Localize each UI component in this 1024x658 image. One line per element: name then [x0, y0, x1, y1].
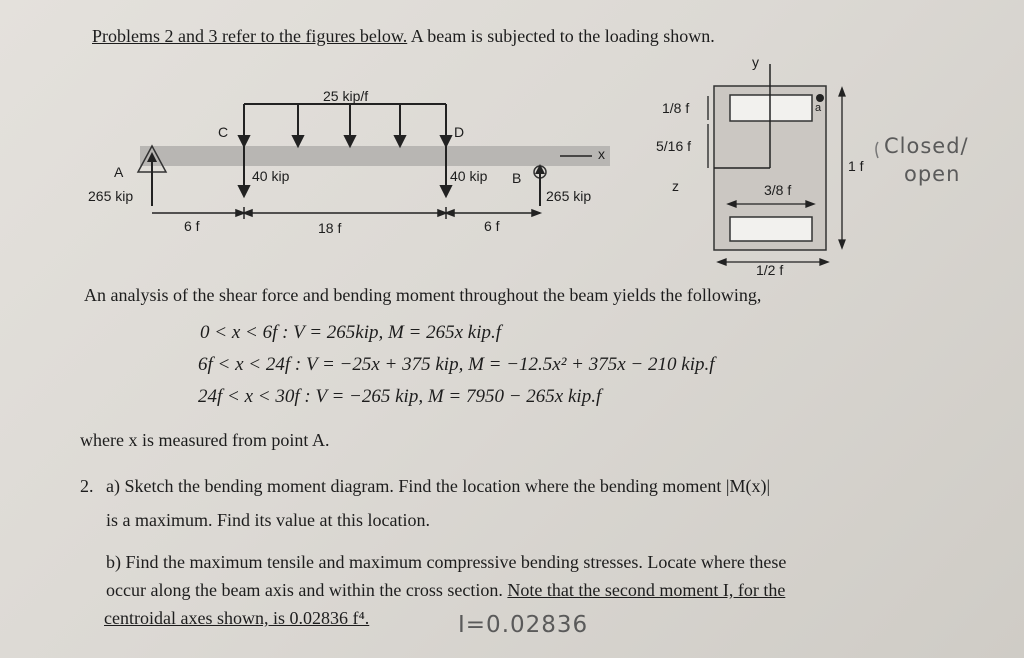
dim-3-label: 6 f [484, 218, 500, 234]
dim-inner-width-label: 3/8 f [764, 182, 792, 198]
handwritten-closed: Closed/ [884, 134, 969, 158]
section-point-a-label: a [815, 102, 822, 114]
equation-1: 0 < x < 6f : V = 265kip, M = 265x kip.f [200, 322, 502, 343]
problem-b-line-2-plain: occur along the beam axis and within the cross section. [106, 580, 508, 600]
analysis-lead: An analysis of the shear force and bending moment throughout the beam yields the following, [84, 285, 762, 305]
beam-body [140, 146, 610, 166]
dim-top-label: 1/8 f [662, 100, 690, 116]
reaction-b-label: 265 kip [546, 188, 592, 204]
reaction-a-label: 265 kip [88, 188, 134, 204]
intro-underlined: Problems 2 and 3 refer to the figures below. [92, 26, 408, 46]
point-a-dot [816, 94, 824, 102]
point-c-label: C [218, 124, 229, 140]
x-axis-label: x [598, 146, 605, 162]
section-bottom-void [730, 217, 812, 241]
distributed-load-arrows [239, 104, 451, 146]
dim-mid-label: 5/16 f [656, 138, 692, 154]
problem-number: 2. [80, 476, 94, 496]
equation-3: 24f < x < 30f : V = −265 kip, M = 7950 − 265x kip.f [198, 386, 602, 407]
dim-1-label: 6 f [184, 218, 200, 234]
point-a-label: A [114, 164, 124, 180]
dim-2-label: 18 f [318, 220, 342, 236]
point-b-label: B [512, 170, 522, 186]
load-c-label: 40 kip [252, 168, 290, 184]
problem-b-line-2 [106, 580, 785, 601]
problem-b-line-2-underlined: Note that the second moment I, for the [507, 580, 786, 600]
dim-width-label: 1/2 f [756, 262, 784, 278]
section-top-void [730, 95, 812, 121]
beam-dimension-line [152, 207, 540, 219]
equation-2: 6f < x < 24f : V = −25x + 375 kip, M = −12.5x² + 375x − 210 kip.f [198, 354, 715, 375]
problem-a-line-1: a) Sketch the bending moment diagram. Find the location where the bending moment |M(x)| [106, 476, 771, 496]
handwritten-inertia: I=0.02836 [458, 612, 589, 638]
where-note: where x is measured from point A. [80, 430, 330, 450]
z-axis-label: z [672, 178, 679, 194]
problem-b-line-1: b) Find the maximum tensile and maximum compressive bending stresses. Locate where these [106, 552, 787, 572]
dim-height-label: 1 f [848, 158, 864, 174]
distributed-load-label: 25 kip/f [323, 88, 369, 104]
y-axis-label: y [752, 54, 759, 70]
handwritten-open: open [904, 162, 961, 186]
intro-rest: A beam is subjected to the loading shown. [407, 26, 715, 46]
handwriting-bracket [876, 142, 878, 158]
point-d-label: D [454, 124, 465, 140]
problem-a-line-2: is a maximum. Find its value at this location. [106, 510, 430, 530]
problem-b-line-3: centroidal axes shown, is 0.02836 f⁴. [104, 608, 370, 628]
load-d-label: 40 kip [450, 168, 488, 184]
